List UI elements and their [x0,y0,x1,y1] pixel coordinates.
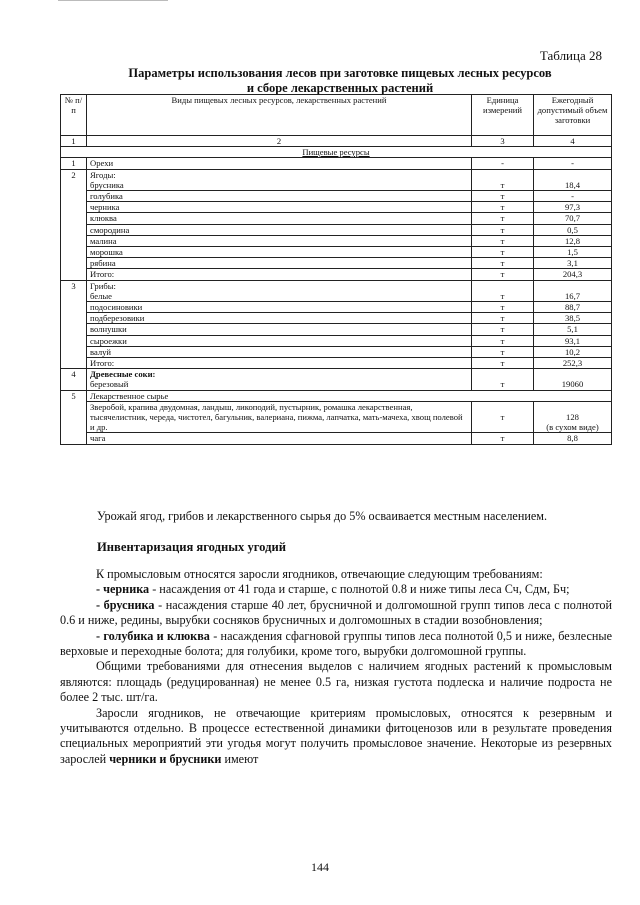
row-name: клюква [87,213,472,224]
row-total-value: 204,3 [534,269,612,280]
row-unit: т [472,346,534,357]
table-row [61,247,612,258]
row-name: волнушки [87,324,472,335]
table-row [61,433,612,444]
page-number: 144 [311,860,329,874]
paragraph-bogberry [60,629,612,660]
row-name: белые [87,291,472,302]
row-unit: т [472,324,534,335]
row-name: голубика [87,191,472,202]
table-row [61,335,612,346]
text-cowberry: - насаждения старше 40 лет, брусничной и долгомошной групп типов леса с полнотой 0.6 и ниже, редины, вырубки сосняков брусничных и долгомошных в стадии возобновления; [60,597,613,628]
row-unit: т [472,224,534,235]
row-value: - [534,158,612,169]
table-header-row [61,95,612,136]
term-blueberry: - черника [96,582,150,597]
row-value: 12,8 [534,235,612,246]
row-value: 3,1 [534,258,612,269]
row-num: 3 [61,280,87,369]
row-value: 88,7 [534,302,612,313]
row-name: брусника [87,180,472,191]
row-name: подосиновики [87,302,472,313]
table-row [61,346,612,357]
table-row [61,369,612,390]
table-title-line-2: и сборе лекарственных растений [246,81,434,95]
table-title-line-1: Параметры использования лесов при заготовке пищевых лесных ресурсов [128,66,552,80]
row-value: - [534,191,612,202]
row-name: рябина [87,258,472,269]
row-unit: т [472,258,534,269]
section-row [61,147,612,158]
text-bogberry: - насаждения сфагновой группы типов леса полнотой 0,5 и ниже, безлесные верховые и переходные болота; для голубики, кроме того, вырубки долгомошной группы. [60,628,612,659]
table-row [61,180,612,191]
text-reserve-end: имеют [221,751,259,766]
scan-artifact-line [58,0,168,1]
row-name: валуй [87,346,472,357]
table-row [61,401,612,433]
term-cowberry: - брусника [96,597,155,612]
row-unit: - [472,158,534,169]
term-reserve: черники и брусники [109,751,222,766]
paragraph-harvest: Урожай ягод, грибов и лекарственного сырья до 5% осваивается местным населением. [97,509,548,523]
paragraph-req-intro: К промысловым относятся заросли ягодников, отвечающие следующим требованиям: [96,567,543,581]
header-volume: Ежегодный допустимый объем заготовки [534,95,612,136]
row-value: 8,8 [534,433,612,444]
row-unit: т [472,335,534,346]
section-food-title: Пищевые ресурсы [61,147,612,158]
table-row-total [61,358,612,369]
table-row [61,158,612,169]
row-name: малина [87,235,472,246]
row-value-note: (в сухом виде) [546,422,599,433]
row-unit: т [472,302,534,313]
col-number: 2 [87,136,472,147]
table-row [61,235,612,246]
text-blueberry: - насаждения от 41 года и старше, с полнотой 0.8 и ниже типы леса Сч, Сдм, Бч; [149,582,570,597]
row-num: 1 [61,158,87,169]
row-unit: т [472,313,534,324]
row-unit: т [472,433,534,444]
row-unit: т [472,191,534,202]
row-category: Ягоды: [87,169,472,180]
column-numbers-row [61,136,612,147]
row-name: морошка [87,247,472,258]
row-name: Орехи [87,158,472,169]
col-number: 3 [472,136,534,147]
row-unit: т [472,291,534,302]
table-row [61,302,612,313]
row-category: Лекарственное сырье [87,390,612,401]
paragraph-reserve [60,706,612,768]
row-unit: т [472,235,534,246]
row-name: сыроежки [87,335,472,346]
table-row [61,258,612,269]
row-value: 70,7 [534,213,612,224]
row-value: 128 [566,412,579,423]
row-num: 5 [61,390,87,444]
paragraph-blueberry [60,582,612,597]
table-row [61,291,612,302]
row-value: 1,5 [534,247,612,258]
row-value: 0,5 [534,224,612,235]
row-unit: т [472,369,534,390]
row-name: Зверобой, крапива двудомная, ландыш, ликоподий, пустырник, ромашка лекарственная, тысячелистник, череда, чистотел, багульник, валериана, пижма, лапчатка, мать-мачеха, хвощ полевой и др. [87,401,472,433]
row-total-label: Итого: [87,358,472,369]
header-num: № п/п [61,95,87,136]
row-name: смородина [87,224,472,235]
table-row [61,390,612,401]
header-unit: Единица измерений [472,95,534,136]
heading-inventory: Инвентаризация ягодных угодий [97,540,287,554]
row-total-value: 252,3 [534,358,612,369]
row-value: 93,1 [534,335,612,346]
row-unit: т [472,401,534,433]
row-value: 16,7 [534,291,612,302]
row-unit: т [472,358,534,369]
row-num: 4 [61,369,87,390]
row-value: 19060 [534,369,612,390]
row-name: подберезовики [87,313,472,324]
term-bogberry: - голубика и клюква [96,628,210,643]
row-category: Грибы: [87,280,472,291]
table-row-total [61,269,612,280]
row-name: чага [87,433,472,444]
row-category: Древесные соки: [90,369,156,380]
table-row [61,169,612,180]
row-value: 97,3 [534,202,612,213]
row-value: 10,2 [534,346,612,357]
header-types: Виды пищевых лесных ресурсов, лекарственных растений [87,95,472,136]
row-unit: т [472,202,534,213]
row-value: 18,4 [534,180,612,191]
row-num: 2 [61,169,87,280]
table-title [60,66,620,96]
table-row [61,191,612,202]
table-row [61,280,612,291]
paragraph-general: Общими требованиями для отнесения выделов с наличием ягодных растений к промысловым являются: площадь (редуцированная) не менее 0.5 га, низкая густота подлеска и наличие подроста не более 2 тыс. шт/га. [60,659,612,705]
table-row [61,313,612,324]
table-row [61,202,612,213]
col-number: 1 [61,136,87,147]
row-unit: т [472,180,534,191]
row-value: 5,1 [534,324,612,335]
row-name: черника [87,202,472,213]
row-unit: т [472,213,534,224]
col-number: 4 [534,136,612,147]
text-reserve-start: Заросли ягодников, не отвечающие критериям промысловых, относятся к резервным и учитываются отдельно. В процессе естественной динамики фитоценозов или в результате проведения специальных мероприятий эти угодья могут получить промысловое значение. Некоторые из резервных зарослей [60,705,612,766]
resources-table [60,94,612,445]
row-total-label: Итого: [87,269,472,280]
row-value: 38,5 [534,313,612,324]
table-row [61,213,612,224]
table-number: Таблица 28 [539,48,602,63]
row-unit: т [472,269,534,280]
row-unit: т [472,247,534,258]
paragraph-cowberry [60,598,612,629]
table-row [61,224,612,235]
table-row [61,324,612,335]
body-text [60,567,612,767]
row-name: березовый [90,379,129,390]
